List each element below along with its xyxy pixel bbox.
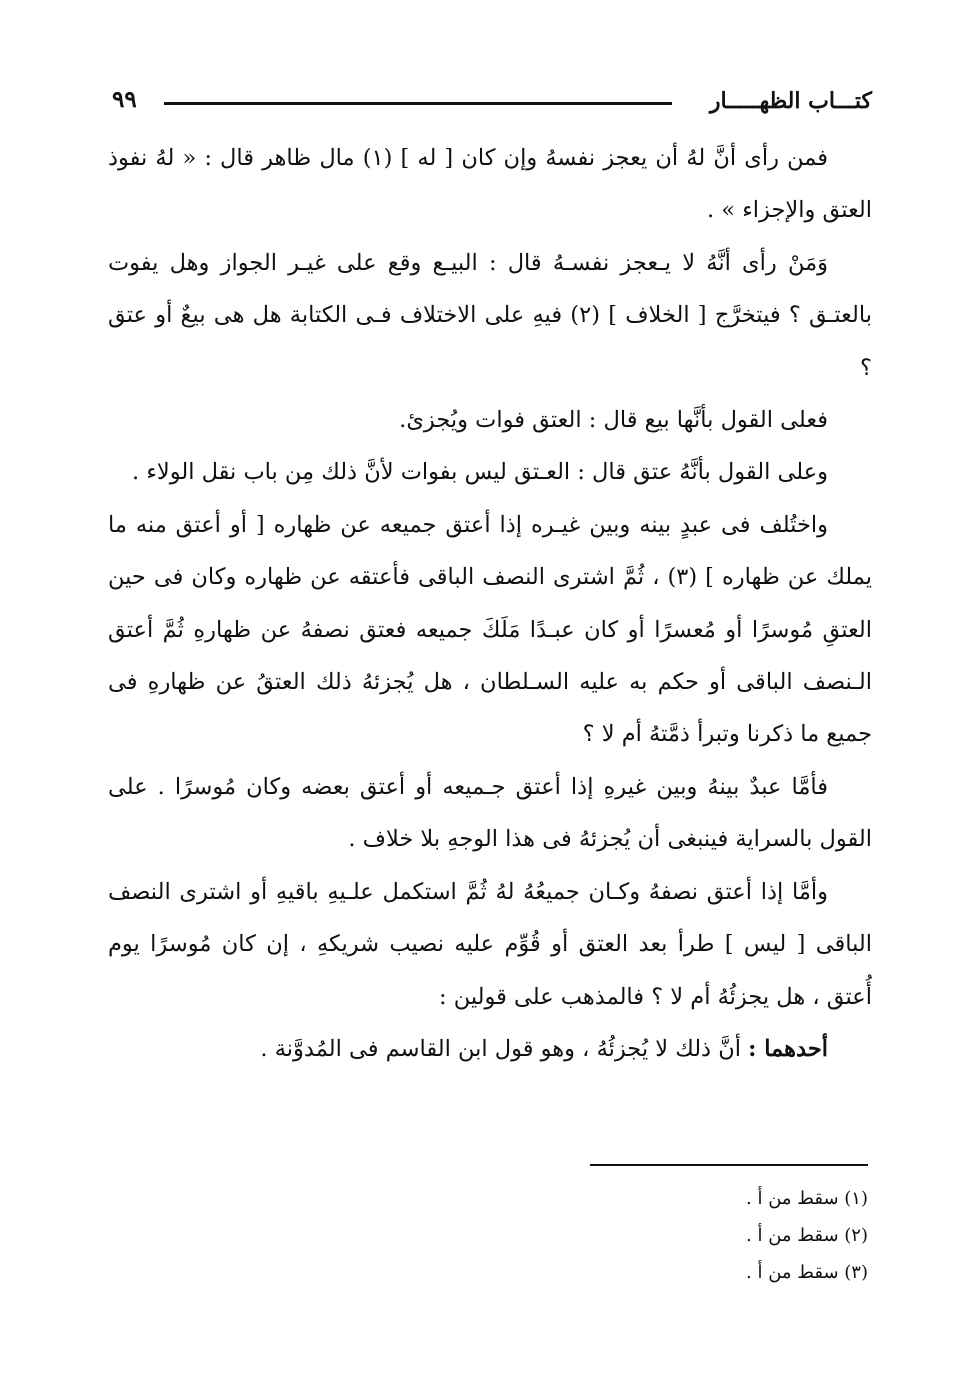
paragraph: واختُلف فى عبدٍ بينه وبين غيـره إذا أعتق جميعه عن ظهاره [ أو أعتق منه ما يملك عن ظهاره ] (٣) ، ثُمَّ اشترى النصف الباقى فأعتقه عن ظهاره وكان فى حين العتقِ مُوسرًا أو مُعسرًا أو كان عبـدًا مَلَكَ جميعه فعتق نصفهُ عن ظهارهِ ثُمَّ أعتق الـنصف الباقى أو حكم به عليه السـلطان ، هل يُجزئهُ ذلك العتقُ عن ظهارهِ فى جميع ما ذكرنا وتبرأ ذمَّتهُ أم لا ؟ (108, 511, 873, 748)
paragraph: فعلى القول بأنَّها بيع قال : العتق فوات ويُجزئ. (399, 407, 828, 434)
page-header (112, 80, 872, 120)
paragraph-lead: أحدهما : (748, 1035, 828, 1062)
paragraph: أحدهما : أنَّ ذلك لا يُجزئُهُ ، وهو قول ابن القاسم فى المُدوَّنة . (260, 1035, 828, 1062)
footnotes (468, 1180, 868, 1291)
paragraph: فأمَّا عبدٌ بينهُ وبين غيرهِ إذا أعتق جـميعه أو أعتق بعضه وكان مُوسرًا . على القول بالسراية فينبغى أن يُجزئهُ فى هذا الوجهِ بلا خلاف . (108, 773, 872, 853)
header-rule (164, 102, 672, 105)
paragraph: وأمَّا إذا أعتق نصفهُ وكـان جميعُهُ لهُ ثُمَّ استكمل علـيهِ باقيهِ أو اشترى النصف الباقى [ ليس ] طرأ بعد العتق أو قُوِّم عليه نصيب شريكهِ ، إن كان مُوسرًا يوم أُعتق ، هل يجزئُهُ أم لا ؟ فالمذهب على قولين : (108, 878, 872, 1010)
paragraph: وَمَنْ رأى أنَّهُ لا يـعجز نفسـهُ قال : البيـع وقع على غيـر الجواز وهل يفوت بالعتـق ؟ فيتخرَّج [ الخلاف ] (٢) فيهِ على الاختلاف فـى الكتابة هل هى بيعٌ أو عتق ؟ (108, 249, 872, 381)
page-number: ٩٩ (112, 86, 137, 113)
paragraph: فمن رأى أنَّ لهُ أن يعجز نفسهُ وإن كان [ له ] (١) مال ظاهر قال : « لهُ نفوذ العتق والإجزاء » . (108, 145, 872, 224)
footnote: (٣) سقط من أ . (746, 1262, 868, 1283)
main-text (108, 132, 872, 1075)
footnote-rule (590, 1164, 868, 1166)
footnote: (١) سقط من أ . (746, 1188, 868, 1209)
footnote: (٢) سقط من أ . (746, 1225, 868, 1246)
paragraph: وعلى القول بأنَّهُ عتق قال : العـتق ليس بفوات لأنَّ ذلك مِن باب نقل الولاء . (132, 459, 828, 486)
book-title: كتـــاب الظهـــــار (709, 88, 872, 114)
